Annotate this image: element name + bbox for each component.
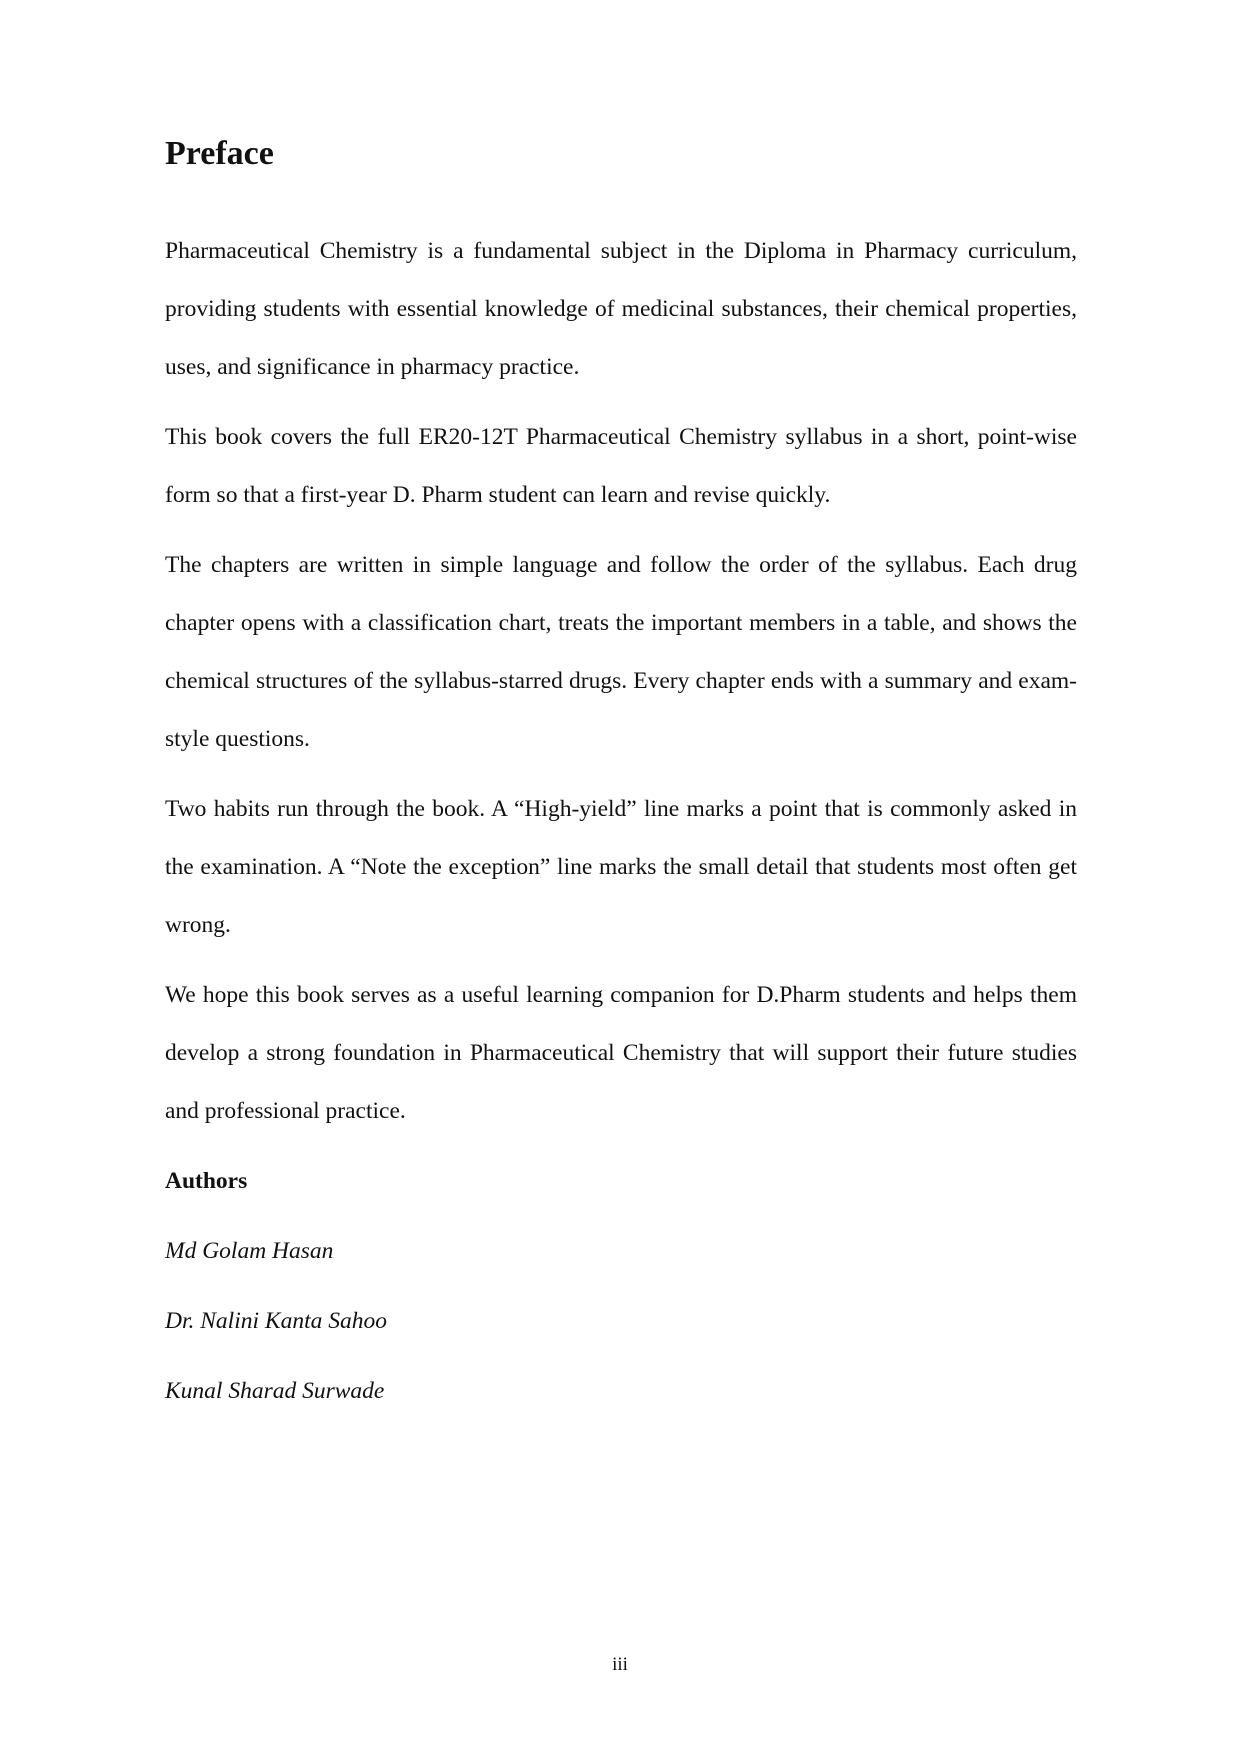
preface-paragraph-3: The chapters are written in simple language and follow the order of the syllabus. Each drug chapter opens with a classification chart, treats the important members in a table, and shows the chemical structures of the syllabus-starred drugs. Every chapter ends with a summary and exam-style questions. [165,552,1077,752]
authors-heading: Authors [165,1168,248,1194]
author-name-1: Md Golam Hasan [165,1238,334,1264]
author-name-3: Kunal Sharad Surwade [165,1378,385,1404]
page-title: Preface [165,135,274,172]
preface-paragraph-5: We hope this book serves as a useful learning companion for D.Pharm students and helps them develop a strong foundation in Pharmaceutical Chemistry that will support their future studies and professional practice. [165,982,1077,1124]
preface-paragraph-2: This book covers the full ER20-12T Pharmaceutical Chemistry syllabus in a short, point-wise form so that a first-year D. Pharm student can learn and revise quickly. [165,424,1077,508]
preface-body [165,222,1077,1432]
preface-paragraph-4: Two habits run through the book. A “High-yield” line marks a point that is commonly asked in the examination. A “Note the exception” line marks the small detail that students most often get wrong. [165,796,1077,938]
preface-paragraph-1: Pharmaceutical Chemistry is a fundamental subject in the Diploma in Pharmacy curriculum, providing students with essential knowledge of medicinal substances, their chemical properties, uses, and significance in pharmacy practice. [165,238,1077,380]
page-number: iii [612,1654,628,1675]
author-name-2: Dr. Nalini Kanta Sahoo [165,1308,387,1334]
